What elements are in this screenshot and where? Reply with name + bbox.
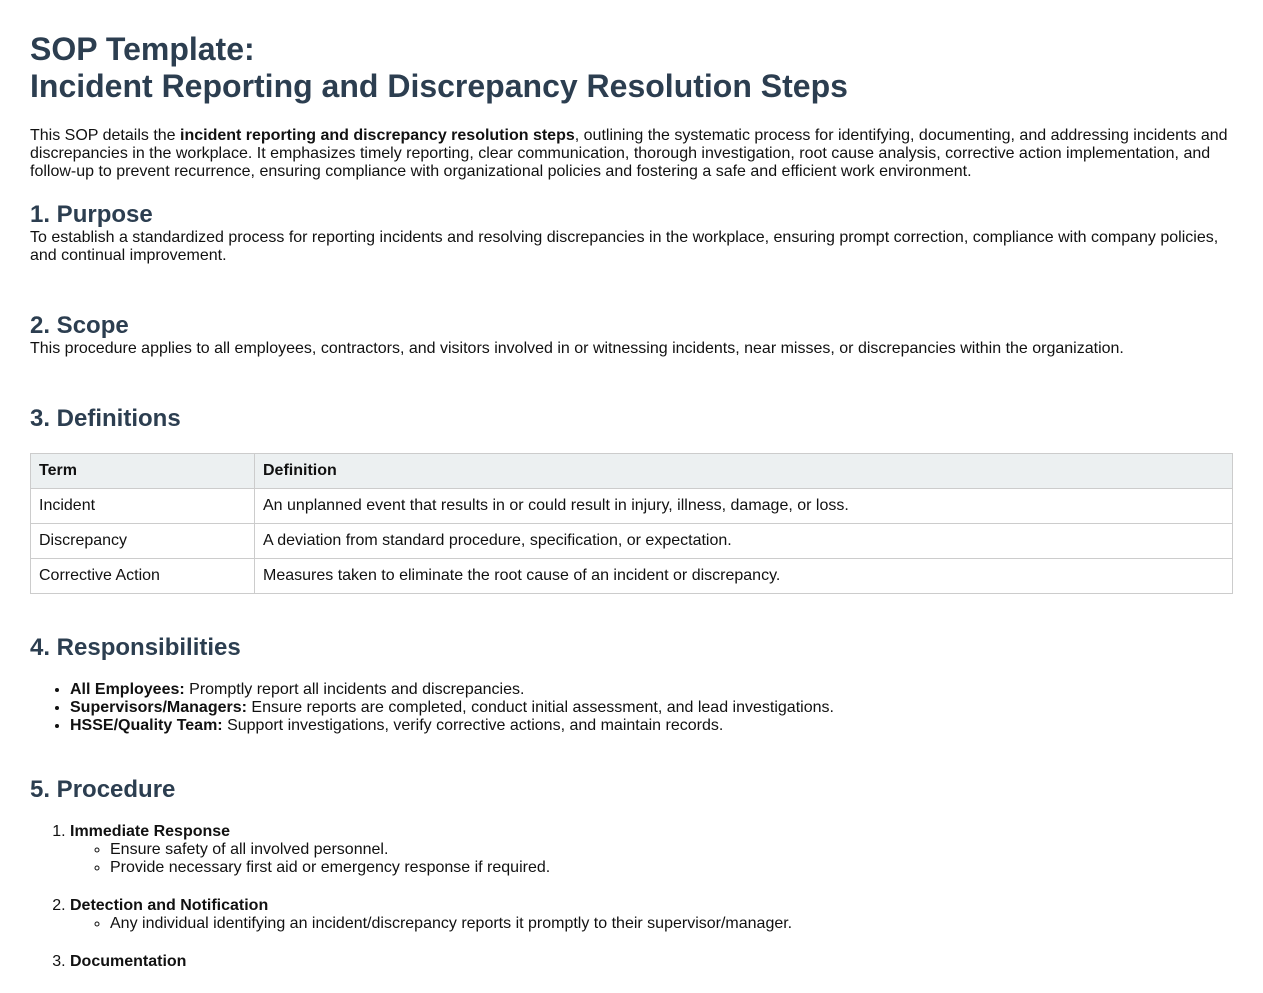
page-title <box>30 31 1233 105</box>
list-item <box>70 717 1233 735</box>
purpose-text: To establish a standardized process for reporting incidents and resolving discrepancies in the workplace, ensuring prompt correction, compliance with company policies, and continual improvement. <box>30 229 1219 264</box>
responsibilities-list <box>30 681 1233 735</box>
role-description: Support investigations, verify corrective actions, and maintain records. <box>222 717 724 734</box>
procedure-heading: 5. Procedure <box>30 776 176 803</box>
table-cell-definition: Measures taken to eliminate the root cause of an incident or discrepancy. <box>255 559 1233 594</box>
role-description: Promptly report all incidents and discrepancies. <box>184 681 525 698</box>
list-item: ◦ Ensure safety of all involved personnel. <box>110 841 1233 859</box>
definitions-table <box>30 453 1233 594</box>
title-line-1: SOP Template: <box>30 31 255 67</box>
definitions-heading: 3. Definitions <box>30 405 181 432</box>
intro-paragraph <box>30 127 1233 181</box>
purpose-heading: 1. Purpose <box>30 201 153 228</box>
table-header-term: Term <box>31 454 255 489</box>
procedure-steps <box>30 823 1233 971</box>
step-title: Immediate Response <box>70 823 231 840</box>
list-item <box>70 699 1233 717</box>
intro-bold: incident reporting and discrepancy resolution steps <box>180 127 575 144</box>
procedure-step <box>70 897 1233 933</box>
table-header-definition: Definition <box>255 454 1233 489</box>
role-description: Ensure reports are completed, conduct initial assessment, and lead investigations. <box>246 699 834 716</box>
document-page <box>30 0 1233 991</box>
scope-heading: 2. Scope <box>30 312 129 339</box>
step-substeps <box>70 915 1233 933</box>
procedure-step <box>70 953 1233 971</box>
table-cell-definition: A deviation from standard procedure, specification, or expectation. <box>255 524 1233 559</box>
step-substeps <box>70 841 1233 877</box>
role-label: HSSE/Quality Team: <box>70 717 223 734</box>
table-cell-term: Corrective Action <box>31 559 255 594</box>
list-item <box>70 681 1233 699</box>
role-label: All Employees: <box>70 681 185 698</box>
intro-prefix: This SOP details the <box>30 127 180 144</box>
step-title: Detection and Notification <box>70 897 269 914</box>
role-label: Supervisors/Managers: <box>70 699 247 716</box>
table-row <box>31 489 1233 524</box>
scope-text: This procedure applies to all employees, contractors, and visitors involved in or witnessing incidents, near misses, or discrepancies within the organization. <box>30 340 1124 357</box>
table-cell-definition: An unplanned event that results in or could result in injury, illness, damage, or loss. <box>255 489 1233 524</box>
step-title: Documentation <box>70 953 187 970</box>
procedure-step <box>70 823 1233 877</box>
list-item: ◦ Any individual identifying an incident/discrepancy reports it promptly to their supervisor/manager. <box>110 915 1233 933</box>
intro-suffix: , outlining the systematic process for identifying, documenting, and addressing incidents and discrepancies in the workplace. It emphasizes timely reporting, clear communication, thorough investigation, root cause analysis, corrective action implementation, and follow-up to prevent recurrence, ensuring compliance with organizational policies and fostering a safe and efficient work environment. <box>30 127 1228 180</box>
table-header-row <box>31 454 1233 489</box>
table-cell-term: Incident <box>31 489 255 524</box>
title-line-2: Incident Reporting and Discrepancy Resolution Steps <box>30 68 848 104</box>
table-row <box>31 524 1233 559</box>
list-item: ◦ Provide necessary first aid or emergency response if required. <box>110 859 1233 877</box>
table-cell-term: Discrepancy <box>31 524 255 559</box>
responsibilities-heading: 4. Responsibilities <box>30 634 241 661</box>
table-row <box>31 559 1233 594</box>
